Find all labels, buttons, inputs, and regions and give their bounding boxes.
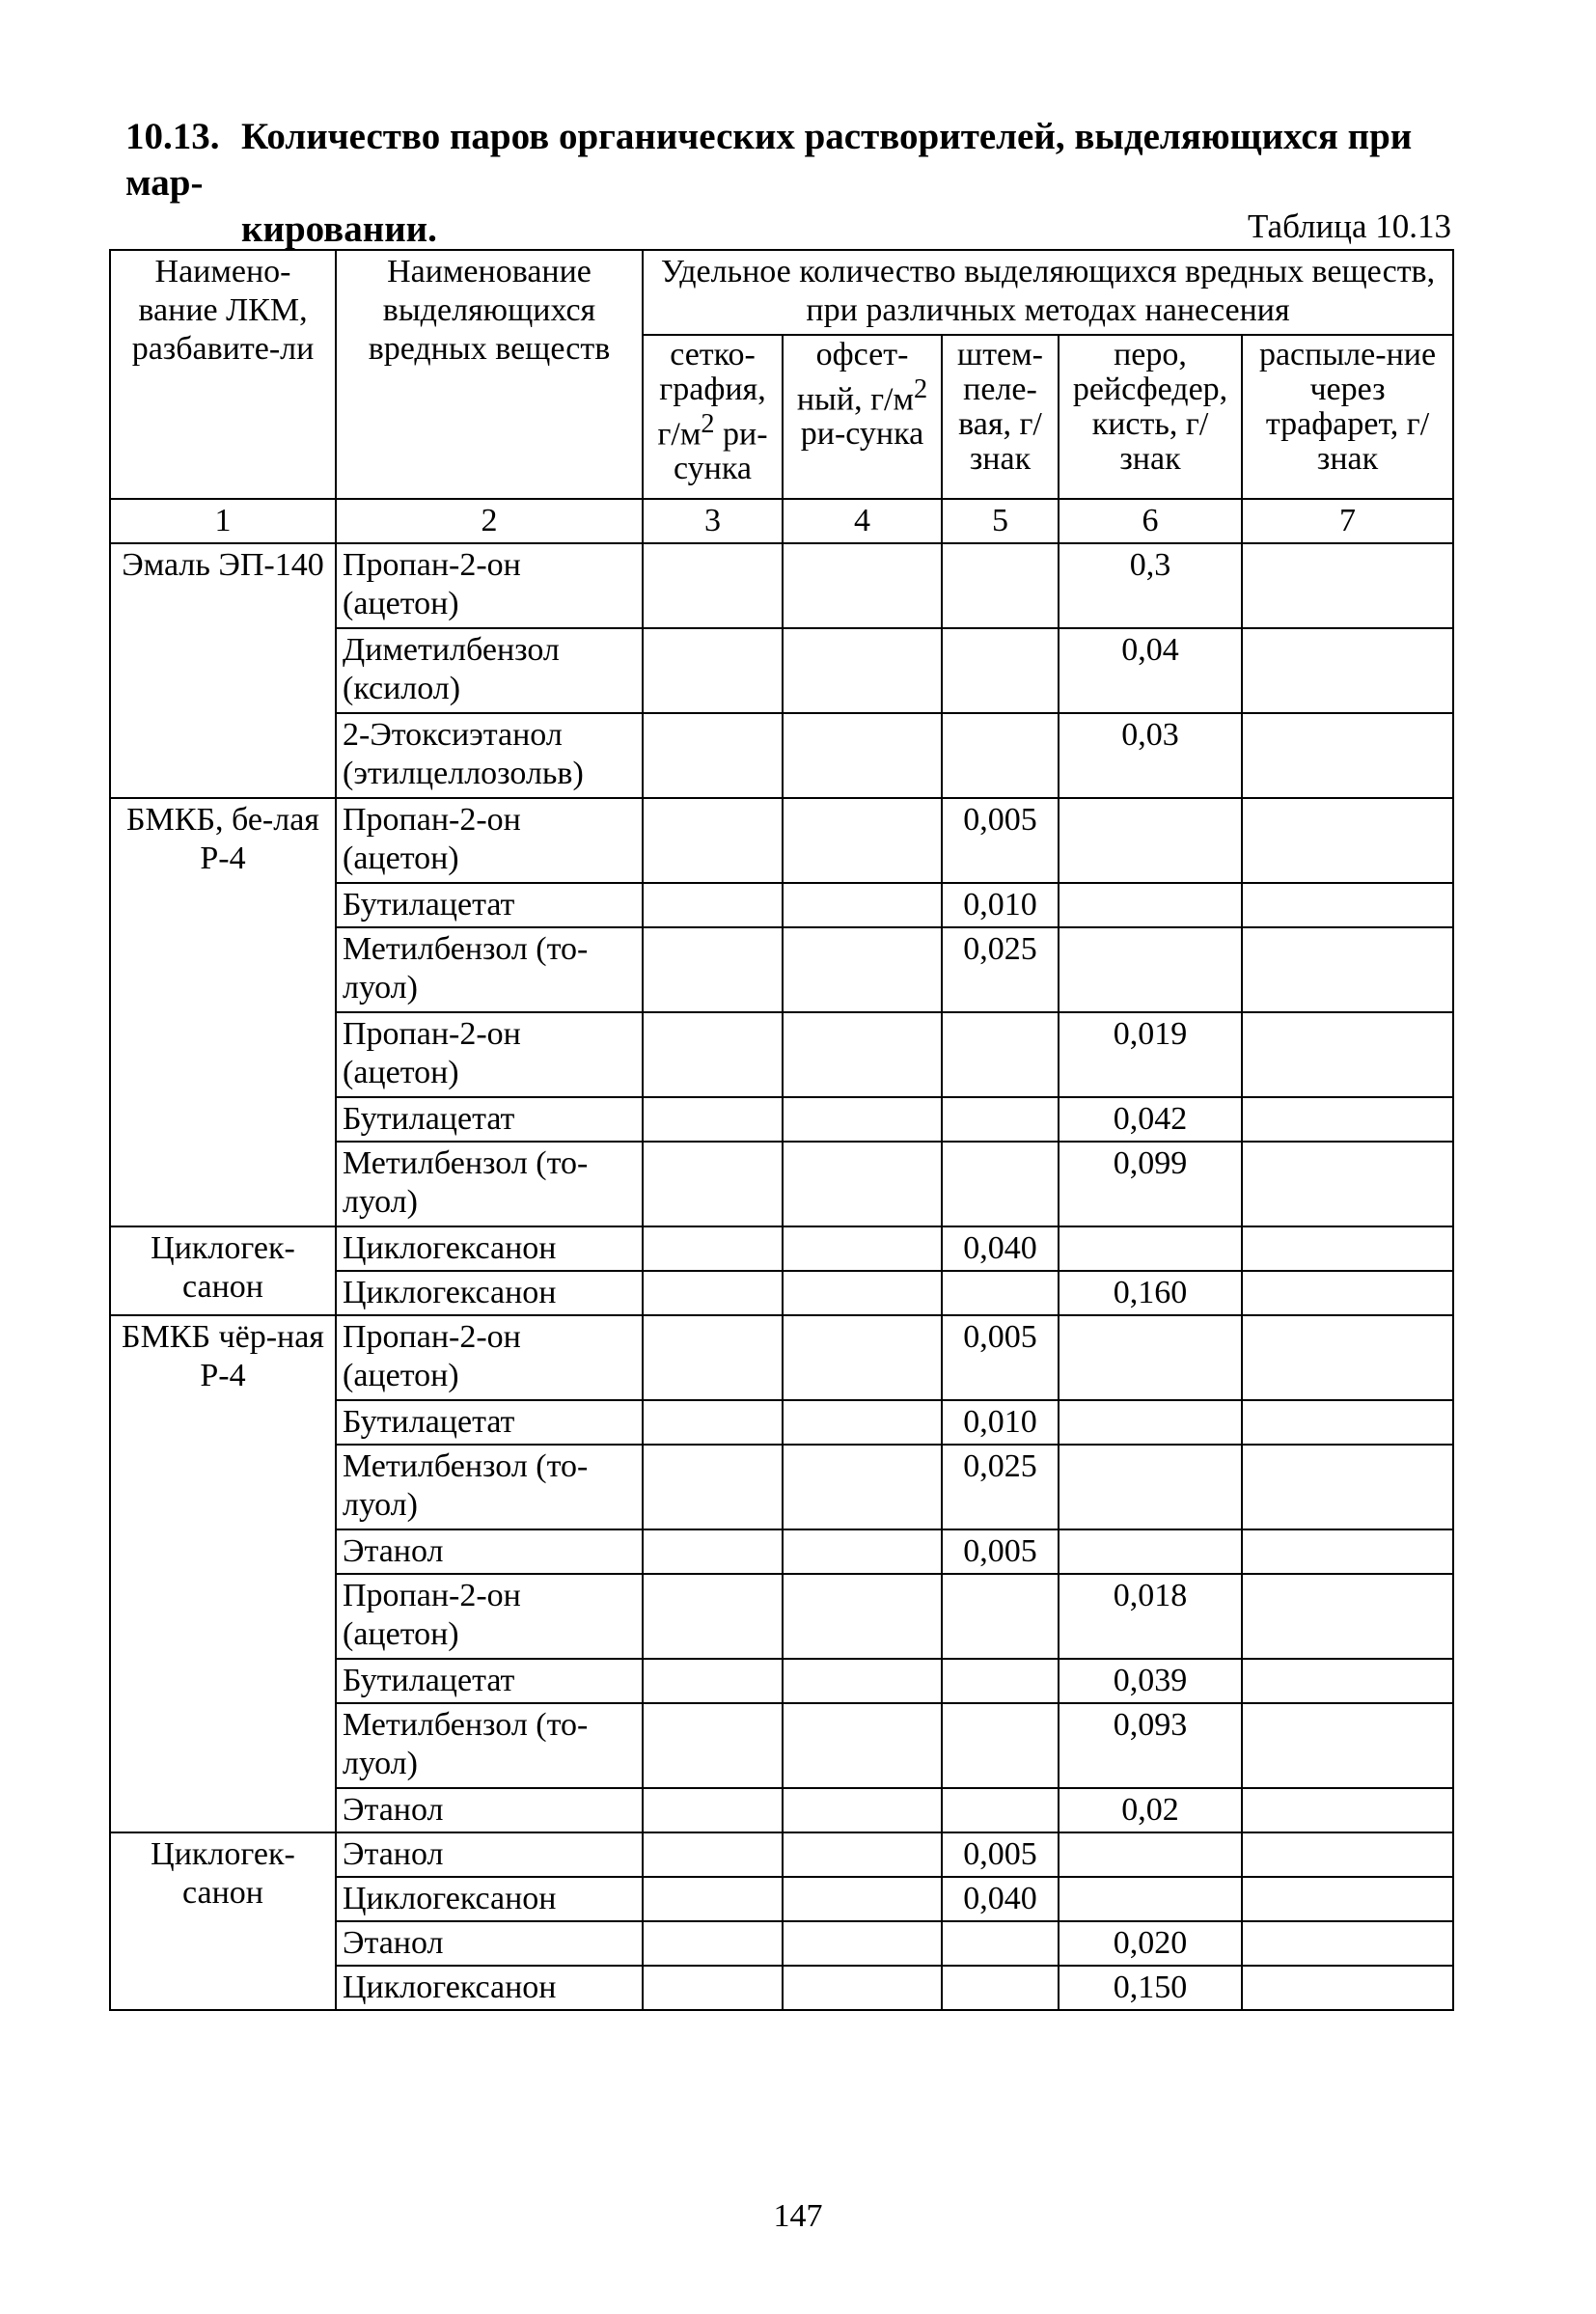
value-cell-col7 (1242, 1271, 1453, 1315)
value-cell-col5 (942, 1921, 1059, 1966)
value-cell-col4 (783, 1703, 942, 1788)
value-cell-col4 (783, 1097, 942, 1142)
value-cell-col4 (783, 1445, 942, 1529)
value-cell-col6 (1059, 1529, 1242, 1574)
value-cell-col5 (942, 1142, 1059, 1226)
value-cell-col4 (783, 1659, 942, 1703)
substance-name: Метилбензол (то-луол) (336, 1703, 643, 1788)
value-cell-col7 (1242, 1574, 1453, 1659)
value-cell-col6: 0,03 (1059, 713, 1242, 798)
value-cell-col4 (783, 1315, 942, 1400)
value-cell-col3 (643, 543, 783, 628)
section-number: 10.13. (125, 116, 220, 157)
value-cell-col5: 0,005 (942, 1315, 1059, 1400)
table-caption: Таблица 10.13 (1248, 207, 1451, 245)
value-cell-col7 (1242, 1315, 1453, 1400)
value-cell-col7 (1242, 1226, 1453, 1271)
table-body (110, 543, 1453, 2010)
value-cell-col3 (643, 1574, 783, 1659)
value-cell-col3 (643, 1097, 783, 1142)
header-method-offset: офсет-ный, $г/м^2$ ри-сунка (783, 335, 942, 499)
value-cell-col5: 0,040 (942, 1877, 1059, 1921)
value-cell-col6: 0,3 (1059, 543, 1242, 628)
value-cell-col5: 0,025 (942, 1445, 1059, 1529)
substance-name: Бутилацетат (336, 1400, 643, 1445)
table-row (110, 1315, 1453, 1400)
value-cell-col4 (783, 628, 942, 713)
value-cell-col4 (783, 1966, 942, 2010)
value-cell-col3 (643, 1315, 783, 1400)
value-cell-col4 (783, 883, 942, 927)
table-row (110, 1832, 1453, 1877)
value-cell-col3 (643, 1966, 783, 2010)
value-cell-col3 (643, 883, 783, 927)
value-cell-col7 (1242, 927, 1453, 1012)
value-cell-col5 (942, 1966, 1059, 2010)
value-cell-col4 (783, 927, 942, 1012)
value-cell-col3 (643, 1877, 783, 1921)
value-cell-col3 (643, 927, 783, 1012)
material-name: БМКБ, бе-лая Р-4 (110, 798, 336, 1226)
substance-name: Диметилбензол (ксилол) (336, 628, 643, 713)
value-cell-col3 (643, 1445, 783, 1529)
table-row (110, 543, 1453, 628)
section-title-line2: кировании. (241, 208, 437, 250)
header-method-pen: перо, рейсфедер, кисть, г/знак (1059, 335, 1242, 499)
value-cell-col5 (942, 628, 1059, 713)
value-cell-col7 (1242, 1097, 1453, 1142)
header-method-stamp: штем-пеле-вая, г/знак (942, 335, 1059, 499)
value-cell-col6: 0,02 (1059, 1788, 1242, 1832)
value-cell-col5: 0,005 (942, 798, 1059, 883)
value-cell-col4 (783, 1529, 942, 1574)
value-cell-col5 (942, 713, 1059, 798)
value-cell-col7 (1242, 1703, 1453, 1788)
substance-name: Пропан-2-он (ацетон) (336, 1012, 643, 1097)
value-cell-col7 (1242, 1966, 1453, 2010)
value-cell-col4 (783, 798, 942, 883)
substance-name: Циклогексанон (336, 1226, 643, 1271)
value-cell-col3 (643, 1400, 783, 1445)
solvent-vapor-table (109, 249, 1454, 2011)
value-cell-col6: 0,099 (1059, 1142, 1242, 1226)
value-cell-col3 (643, 713, 783, 798)
value-cell-col5 (942, 1703, 1059, 1788)
substance-name: Метилбензол (то-луол) (336, 1445, 643, 1529)
substance-name: Циклогексанон (336, 1877, 643, 1921)
col-number-3: 3 (643, 499, 783, 543)
value-cell-col5 (942, 1271, 1059, 1315)
substance-name: Циклогексанон (336, 1966, 643, 2010)
substance-name: Метилбензол (то-луол) (336, 927, 643, 1012)
value-cell-col7 (1242, 1659, 1453, 1703)
value-cell-col4 (783, 1012, 942, 1097)
value-cell-col5: 0,025 (942, 927, 1059, 1012)
value-cell-col7 (1242, 1529, 1453, 1574)
value-cell-col6: 0,039 (1059, 1659, 1242, 1703)
value-cell-col6: 0,018 (1059, 1574, 1242, 1659)
value-cell-col3 (643, 1703, 783, 1788)
value-cell-col4 (783, 1832, 942, 1877)
substance-name: Бутилацетат (336, 1659, 643, 1703)
substance-name: Пропан-2-он (ацетон) (336, 1574, 643, 1659)
value-cell-col7 (1242, 1142, 1453, 1226)
value-cell-col6: 0,020 (1059, 1921, 1242, 1966)
value-cell-col5 (942, 543, 1059, 628)
value-cell-col6 (1059, 1445, 1242, 1529)
value-cell-col6: 0,160 (1059, 1271, 1242, 1315)
value-cell-col7 (1242, 1832, 1453, 1877)
value-cell-col5 (942, 1012, 1059, 1097)
substance-name: 2-Этоксиэтанол (этилцеллозольв) (336, 713, 643, 798)
value-cell-col5: 0,005 (942, 1832, 1059, 1877)
value-cell-col3 (643, 1921, 783, 1966)
value-cell-col6 (1059, 1315, 1242, 1400)
value-cell-col6: 0,019 (1059, 1012, 1242, 1097)
material-name: Циклогек-санон (110, 1226, 336, 1315)
substance-name: Пропан-2-он (ацетон) (336, 1315, 643, 1400)
value-cell-col7 (1242, 1400, 1453, 1445)
substance-name: Этанол (336, 1529, 643, 1574)
table-row (110, 798, 1453, 883)
substance-name: Этанол (336, 1788, 643, 1832)
value-cell-col3 (643, 628, 783, 713)
value-cell-col7 (1242, 1445, 1453, 1529)
value-cell-col4 (783, 713, 942, 798)
value-cell-col5 (942, 1097, 1059, 1142)
value-cell-col7 (1242, 1877, 1453, 1921)
value-cell-col6 (1059, 1400, 1242, 1445)
value-cell-col3 (643, 1271, 783, 1315)
value-cell-col6 (1059, 1226, 1242, 1271)
value-cell-col5: 0,010 (942, 883, 1059, 927)
header-substance: Наименование выделяющихся вредных веществ (336, 250, 643, 499)
value-cell-col7 (1242, 543, 1453, 628)
value-cell-col4 (783, 1574, 942, 1659)
col-number-5: 5 (942, 499, 1059, 543)
value-cell-col6: 0,150 (1059, 1966, 1242, 2010)
value-cell-col6: 0,042 (1059, 1097, 1242, 1142)
table-row (110, 1226, 1453, 1271)
substance-name: Этанол (336, 1921, 643, 1966)
section-title-line1: Количество паров органических растворителей, выделяющихся при мар- (125, 116, 1413, 204)
value-cell-col6 (1059, 927, 1242, 1012)
value-cell-col3 (643, 1226, 783, 1271)
value-cell-col3 (643, 1788, 783, 1832)
col-number-1: 1 (110, 499, 336, 543)
value-cell-col6: 0,04 (1059, 628, 1242, 713)
value-cell-col4 (783, 543, 942, 628)
value-cell-col6 (1059, 883, 1242, 927)
value-cell-col3 (643, 1142, 783, 1226)
value-cell-col7 (1242, 798, 1453, 883)
value-cell-col4 (783, 1226, 942, 1271)
value-cell-col5 (942, 1574, 1059, 1659)
value-cell-col5 (942, 1659, 1059, 1703)
substance-name: Бутилацетат (336, 1097, 643, 1142)
col-number-6: 6 (1059, 499, 1242, 543)
header-method-screen: сетко-графия, $г/м^2$ ри-сунка (643, 335, 783, 499)
value-cell-col4 (783, 1400, 942, 1445)
value-cell-col5: 0,010 (942, 1400, 1059, 1445)
value-cell-col3 (643, 1012, 783, 1097)
value-cell-col3 (643, 798, 783, 883)
value-cell-col7 (1242, 883, 1453, 927)
value-cell-col5: 0,040 (942, 1226, 1059, 1271)
substance-name: Метилбензол (то-луол) (336, 1142, 643, 1226)
value-cell-col7 (1242, 713, 1453, 798)
page-number: 147 (773, 2198, 823, 2234)
value-cell-col7 (1242, 1012, 1453, 1097)
value-cell-col4 (783, 1921, 942, 1966)
value-cell-col6: 0,093 (1059, 1703, 1242, 1788)
col-number-7: 7 (1242, 499, 1453, 543)
value-cell-col4 (783, 1142, 942, 1226)
material-name: Эмаль ЭП-140 (110, 543, 336, 798)
col-number-2: 2 (336, 499, 643, 543)
value-cell-col6 (1059, 1832, 1242, 1877)
value-cell-col4 (783, 1877, 942, 1921)
material-name: БМКБ чёр-ная Р-4 (110, 1315, 336, 1832)
value-cell-col5: 0,005 (942, 1529, 1059, 1574)
value-cell-col5 (942, 1788, 1059, 1832)
value-cell-col4 (783, 1271, 942, 1315)
material-name: Циклогек-санон (110, 1832, 336, 2010)
value-cell-col4 (783, 1788, 942, 1832)
value-cell-col3 (643, 1659, 783, 1703)
substance-name: Пропан-2-он (ацетон) (336, 798, 643, 883)
substance-name: Циклогексанон (336, 1271, 643, 1315)
value-cell-col6 (1059, 1877, 1242, 1921)
substance-name: Пропан-2-он (ацетон) (336, 543, 643, 628)
substance-name: Бутилацетат (336, 883, 643, 927)
value-cell-col3 (643, 1529, 783, 1574)
value-cell-col6 (1059, 798, 1242, 883)
header-lkm: Наимено-вание ЛКМ, разбавите-ли (110, 250, 336, 499)
substance-name: Этанол (336, 1832, 643, 1877)
value-cell-col7 (1242, 628, 1453, 713)
header-method-spray: распыле-ние через трафарет, г/знак (1242, 335, 1453, 499)
col-number-4: 4 (783, 499, 942, 543)
value-cell-col7 (1242, 1921, 1453, 1966)
value-cell-col3 (643, 1832, 783, 1877)
value-cell-col7 (1242, 1788, 1453, 1832)
header-methods-group: Удельное количество выделяющихся вредных веществ, при различных методах нанесения (643, 250, 1453, 335)
